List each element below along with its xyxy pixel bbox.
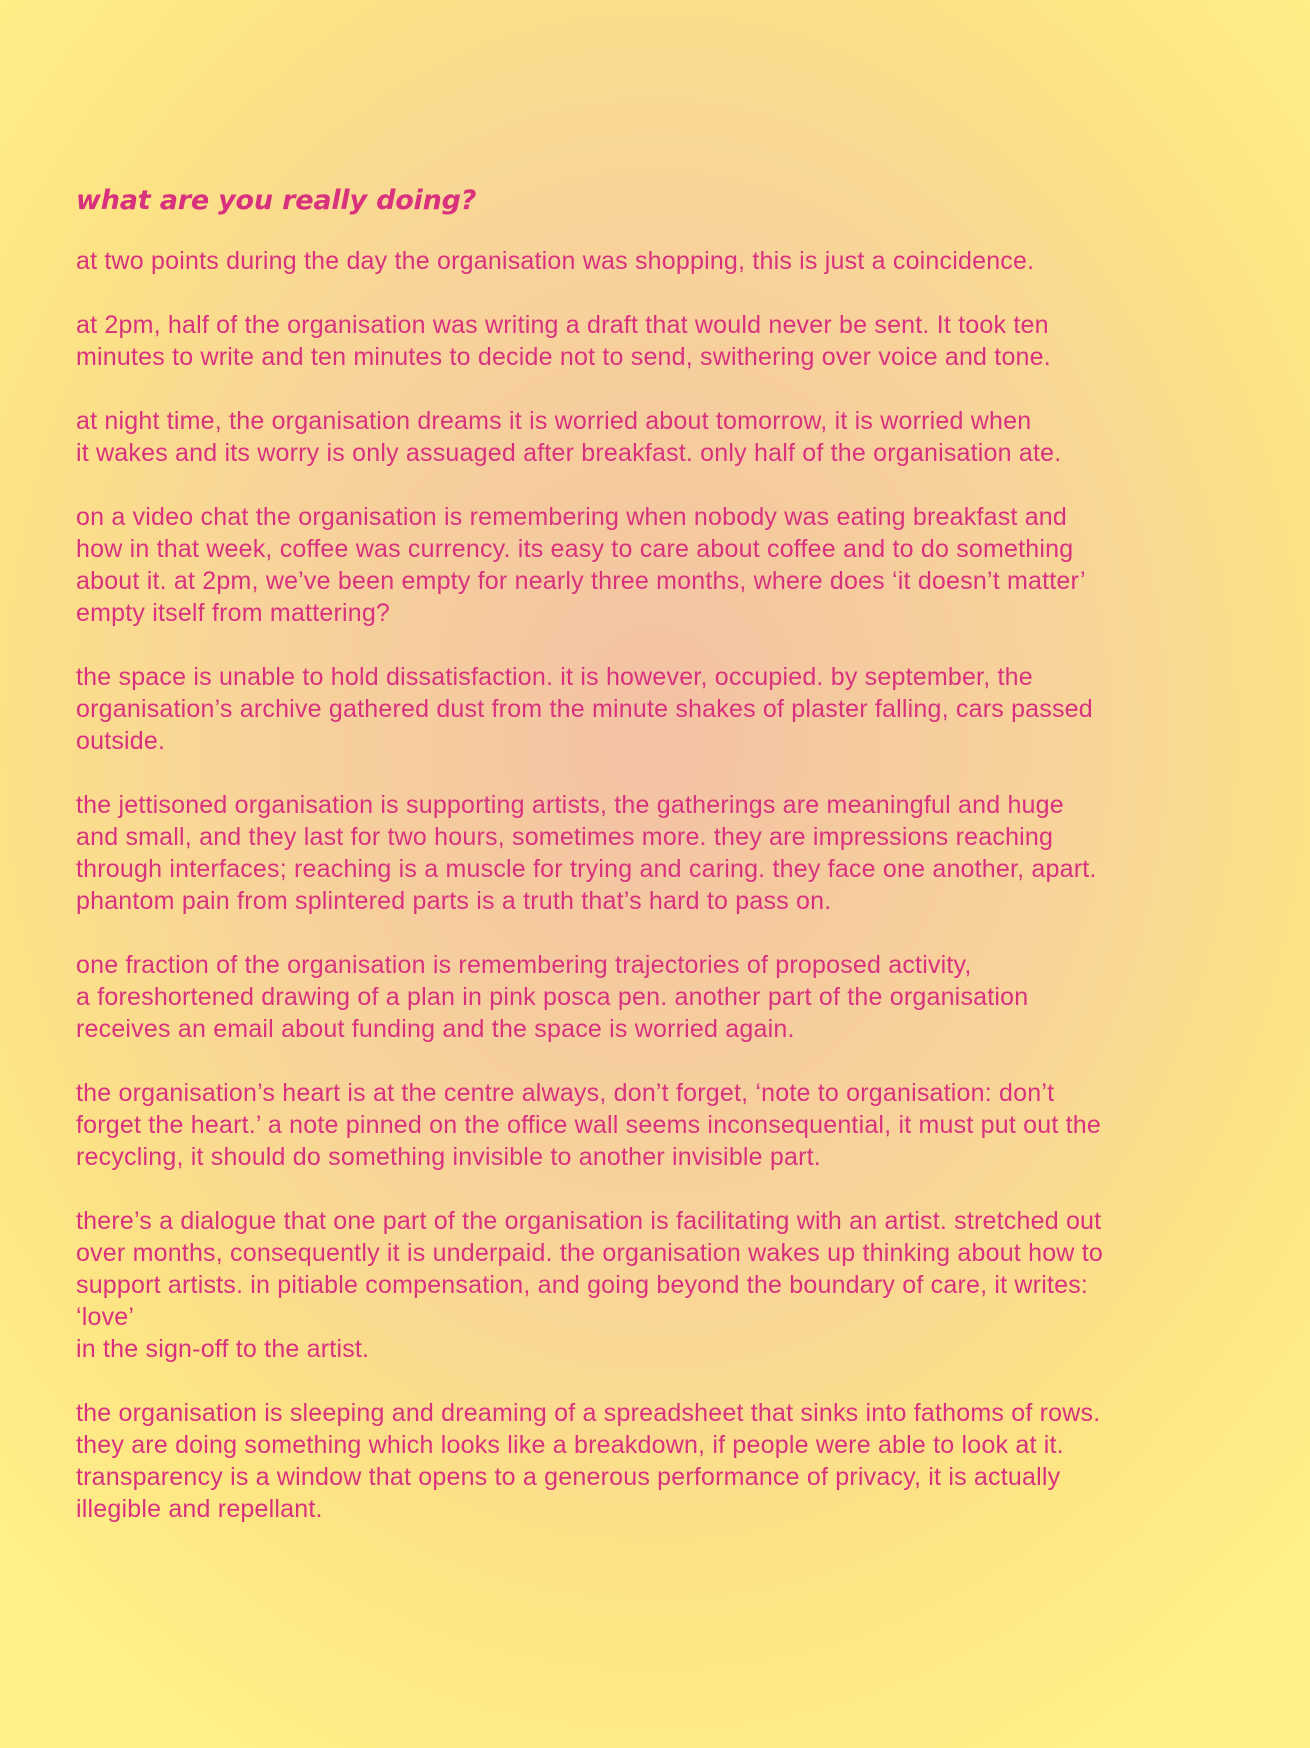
paragraph: one fraction of the organisation is remembering trajectories of proposed activity, a foreshortened drawing of a plan in pink posca pen. another part of the organisation receives an email about funding and the space is worried again. [76, 951, 1029, 1043]
paragraph: the organisation’s heart is at the centre always, don’t forget, ‘note to organisation: don’t forget the heart.’ a note pinned on the office wall seems inconsequential, it must put out the recycling, it should do something invisible to another invisible part. [76, 1079, 1101, 1171]
paragraph: on a video chat the organisation is remembering when nobody was eating breakfast and how in that week, coffee was currency. its easy to care about coffee and to do something about it. at 2pm, we’ve been empty for nearly three months, where does ‘it doesn’t matter’ empty itself from mattering? [76, 503, 1086, 627]
paragraph: there’s a dialogue that one part of the organisation is facilitating with an artist. stretched out over months, consequently it is underpaid. the organisation wakes up thinking about how to support artists. in pitiable compensation, and going beyond the boundary of care, it writes: ‘love’ in the sign-off to the artist. [76, 1207, 1103, 1363]
paragraph: the jettisoned organisation is supporting artists, the gatherings are meaningful and huge and small, and they last for two hours, sometimes more. they are impressions reaching through interfaces; reaching is a muscle for trying and caring. they face one another, apart. phantom pain from splintered parts is a truth that’s hard to pass on. [76, 791, 1097, 915]
paragraph: at night time, the organisation dreams it is worried about tomorrow, it is worried when it wakes and its worry is only assuaged after breakfast. only half of the organisation ate. [76, 407, 1062, 467]
paragraph: at 2pm, half of the organisation was writing a draft that would never be sent. It took ten minutes to write and ten minutes to decide not to send, swithering over voice and tone. [76, 311, 1051, 371]
paragraph: the organisation is sleeping and dreaming of a spreadsheet that sinks into fathoms of rows. they are doing something which looks like a breakdown, if people were able to look at it. transparency is a window that opens to a generous performance of privacy, it is actually illegible and repellant. [76, 1399, 1101, 1523]
paragraph: at two points during the day the organisation was shopping, this is just a coincidence. [76, 247, 1035, 275]
page-title: what are you really doing? [76, 185, 477, 216]
paragraph: the space is unable to hold dissatisfaction. it is however, occupied. by september, the organisation’s archive gathered dust from the minute shakes of plaster falling, cars passed outside. [76, 663, 1093, 755]
body-text [76, 245, 1270, 1525]
